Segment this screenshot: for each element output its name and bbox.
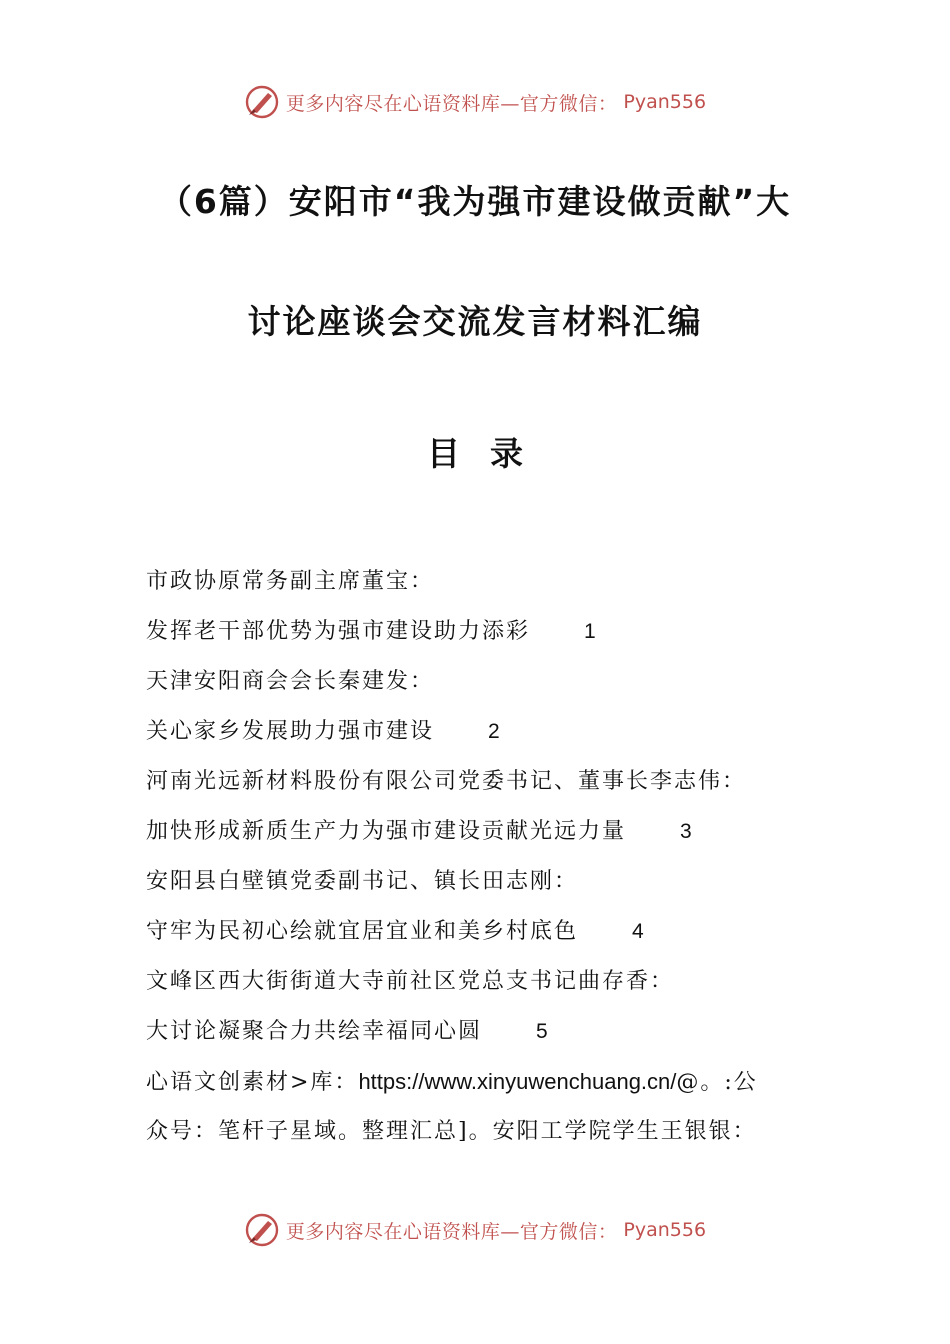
header-watermark (0, 84, 950, 120)
watermark-text: 更多内容尽在心语资料库—官方微信： (285, 92, 618, 115)
document-title-line-2: 讨论座谈会交流发言材料汇编 (247, 302, 703, 341)
toc-topic-text: 大讨论凝聚合力共绘幸福同心圆 (146, 1019, 483, 1044)
toc-author-line: 河南光远新材料股份有限公司党委书记、董事长李志伟： (146, 769, 747, 794)
footer-watermark (0, 1212, 950, 1248)
toc-author-line: 天津安阳商会会长秦建发： (146, 669, 435, 694)
source-note-suffix: @。:公 (676, 1070, 758, 1095)
source-note-prefix: 心语文创素材>库： (146, 1070, 359, 1095)
toc-topic-text: 发挥老干部优势为强市建设助力添彩 (146, 619, 531, 644)
document-title-line-1: （6篇）安阳市“我为强市建设做贡献”大 (158, 182, 792, 221)
toc-topic-text: 守牢为民初心绘就宜居宜业和美乡村底色 (146, 919, 579, 944)
toc-page-number: 5 (536, 1020, 550, 1043)
source-note-line-1 (146, 1062, 826, 1112)
watermark-wechat-id: Pyan556 (623, 1219, 707, 1241)
toc-page-number: 3 (680, 820, 694, 843)
toc-author-line: 安阳县白壁镇党委副书记、镇长田志刚： (146, 869, 579, 894)
source-url-link[interactable]: https://www.xinyuwenchuang.cn/ (358, 1069, 677, 1094)
toc-page-number: 1 (584, 620, 598, 643)
toc-topic-line (146, 712, 826, 762)
toc-author-line: 市政协原常务副主席董宝： (146, 569, 435, 594)
table-of-contents (146, 562, 826, 1162)
pen-logo-icon (244, 84, 280, 120)
watermark-text: 更多内容尽在心语资料库—官方微信： (285, 1220, 618, 1243)
toc-topic-line (146, 1012, 826, 1062)
toc-topic-line (146, 912, 826, 962)
watermark-wechat-id: Pyan556 (623, 91, 707, 113)
pen-logo-icon (244, 1212, 280, 1248)
toc-page-number: 2 (488, 720, 502, 743)
toc-topic-text: 加快形成新质生产力为强市建设贡献光远力量 (146, 819, 627, 844)
toc-heading: 目录 (427, 434, 553, 473)
toc-topic-line (146, 612, 826, 662)
source-note-line-2: 众号：笔杆子星域。整理汇总]。安阳工学院学生王银银： (146, 1119, 757, 1144)
toc-page-number: 4 (632, 920, 646, 943)
toc-author-line: 文峰区西大街街道大寺前社区党总支书记曲存香： (146, 969, 675, 994)
toc-topic-text: 关心家乡发展助力强市建设 (146, 719, 435, 744)
toc-topic-line (146, 812, 826, 862)
